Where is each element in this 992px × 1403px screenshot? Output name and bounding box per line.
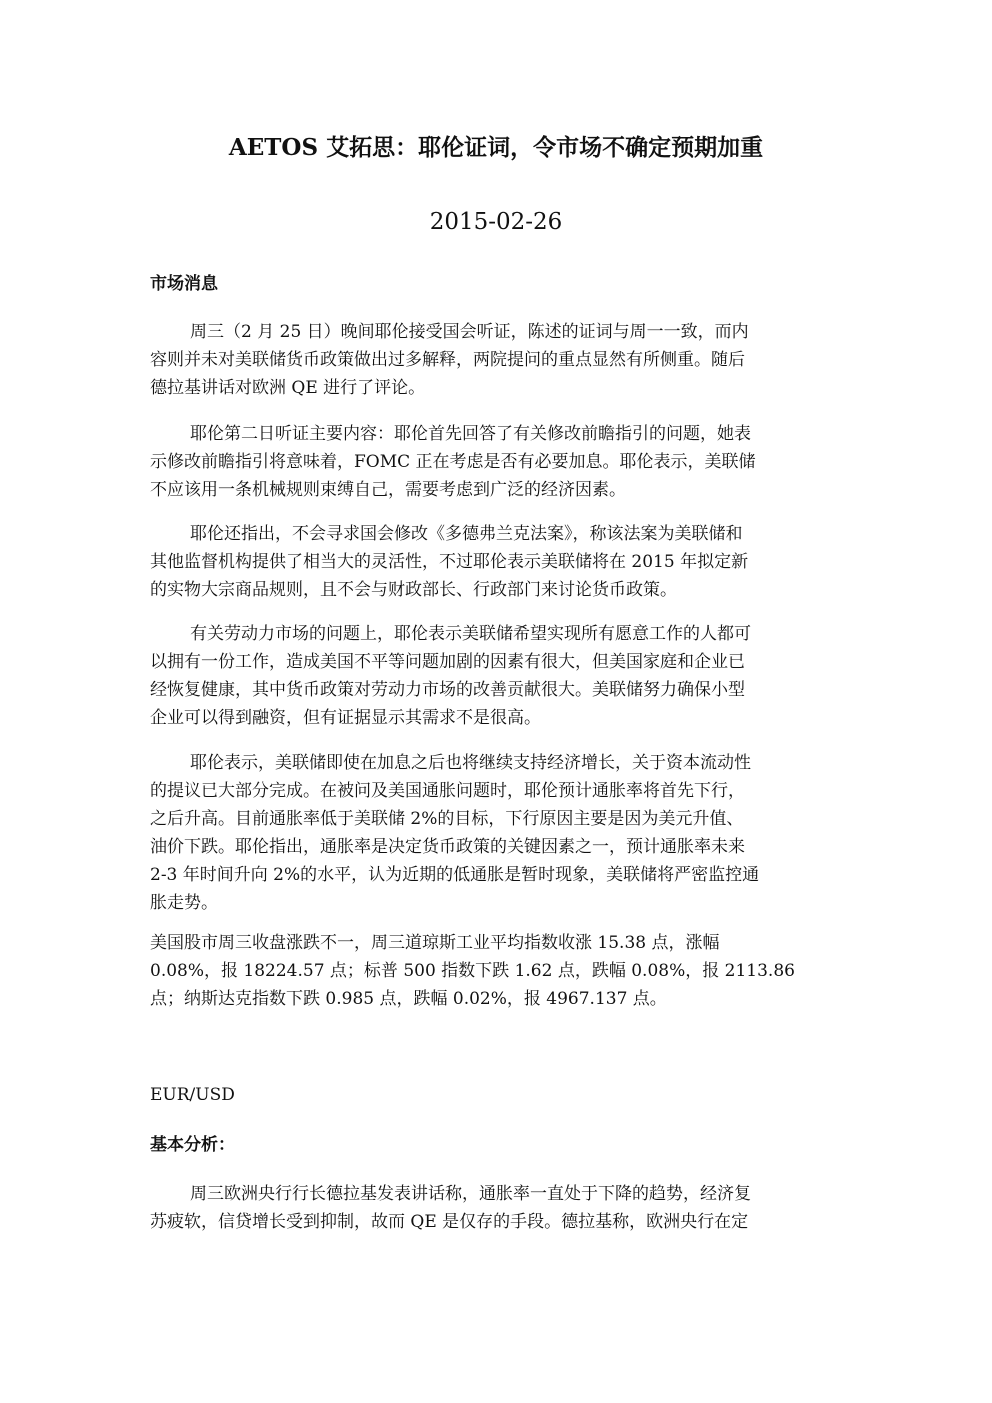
paragraph-line: 0.08%，报 18224.57 点；标普 500 指数下跌 1.62 点，跌幅 0.08%，报 2113.86 — [150, 961, 795, 981]
paragraph-yellen-testimony — [150, 318, 850, 402]
paragraph-forward-guidance — [150, 420, 850, 504]
paragraph-line: 之后升高。目前通胀率低于美联储 2%的目标，下行原因主要是因为美元升值、 — [150, 809, 744, 829]
paragraph-line: 其他监督机构提供了相当大的灵活性，不过耶伦表示美联储将在 2015 年拟定新 — [150, 552, 749, 572]
currency-pair-label: EUR/USD — [150, 1085, 235, 1105]
paragraph-line: 耶伦第二日听证主要内容：耶伦首先回答了有关修改前瞻指引的问题，她表 — [190, 424, 751, 444]
paragraph-line: 的实物大宗商品规则，且不会与财政部长、行政部门来讨论货币政策。 — [150, 580, 677, 600]
paragraph-draghi — [150, 1180, 850, 1236]
paragraph-line: 有关劳动力市场的问题上，耶伦表示美联储希望实现所有愿意工作的人都可 — [190, 624, 751, 644]
paragraph-line: 示修改前瞻指引将意味着，FOMC 正在考虑是否有必要加息。耶伦表示，美联储 — [150, 452, 756, 472]
paragraph-line: 耶伦还指出，不会寻求国会修改《多德弗兰克法案》，称该法案为美联储和 — [190, 524, 743, 544]
paragraph-line: 2-3 年时间升向 2%的水平，认为近期的低通胀是暂时现象，美联储将严密监控通 — [150, 865, 760, 885]
paragraph-line: 耶伦表示，美联储即使在加息之后也将继续支持经济增长，关于资本流动性 — [190, 753, 751, 773]
paragraph-us-stocks — [150, 929, 850, 1013]
paragraph-line: 容则并未对美联储货币政策做出过多解释，两院提问的重点显然有所侧重。随后 — [150, 350, 745, 370]
document-title: AETOS 艾拓思：耶伦证词，令市场不确定预期加重 — [228, 134, 764, 161]
paragraph-line: 的提议已大部分完成。在被问及美国通胀问题时，耶伦预计通胀率将首先下行， — [150, 781, 745, 801]
section-heading-fundamental-analysis: 基本分析： — [150, 1135, 235, 1155]
paragraph-labor-market — [150, 620, 850, 732]
document-date: 2015-02-26 — [429, 209, 563, 235]
paragraph-line: 美国股市周三收盘涨跌不一，周三道琼斯工业平均指数收涨 15.38 点，涨幅 — [150, 933, 720, 953]
paragraph-line: 德拉基讲话对欧洲 QE 进行了评论。 — [150, 378, 426, 398]
paragraph-line: 不应该用一条机械规则束缚自己，需要考虑到广泛的经济因素。 — [150, 480, 626, 500]
paragraph-line: 周三（2 月 25 日）晚间耶伦接受国会听证，陈述的证词与周一一致，而内 — [190, 322, 749, 342]
paragraph-line: 周三欧洲央行行长德拉基发表讲话称，通胀率一直处于下降的趋势，经济复 — [190, 1184, 751, 1204]
paragraph-line: 经恢复健康，其中货币政策对劳动力市场的改善贡献很大。美联储努力确保小型 — [150, 680, 745, 700]
paragraph-line: 以拥有一份工作，造成美国不平等问题加剧的因素有很大，但美国家庭和企业已 — [150, 652, 745, 672]
paragraph-line: 企业可以得到融资，但有证据显示其需求不是很高。 — [150, 708, 541, 728]
paragraph-dodd-frank — [150, 520, 850, 604]
paragraph-line: 胀走势。 — [150, 893, 218, 913]
paragraph-line: 油价下跌。耶伦指出，通胀率是决定货币政策的关键因素之一，预计通胀率未来 — [150, 837, 745, 857]
section-heading-market-news: 市场消息 — [150, 274, 218, 294]
paragraph-inflation — [150, 749, 850, 917]
paragraph-line: 点；纳斯达克指数下跌 0.985 点，跌幅 0.02%，报 4967.137 点。 — [150, 989, 667, 1009]
paragraph-line: 苏疲软，信贷增长受到抑制，故而 QE 是仅存的手段。德拉基称，欧洲央行在定 — [150, 1212, 749, 1232]
